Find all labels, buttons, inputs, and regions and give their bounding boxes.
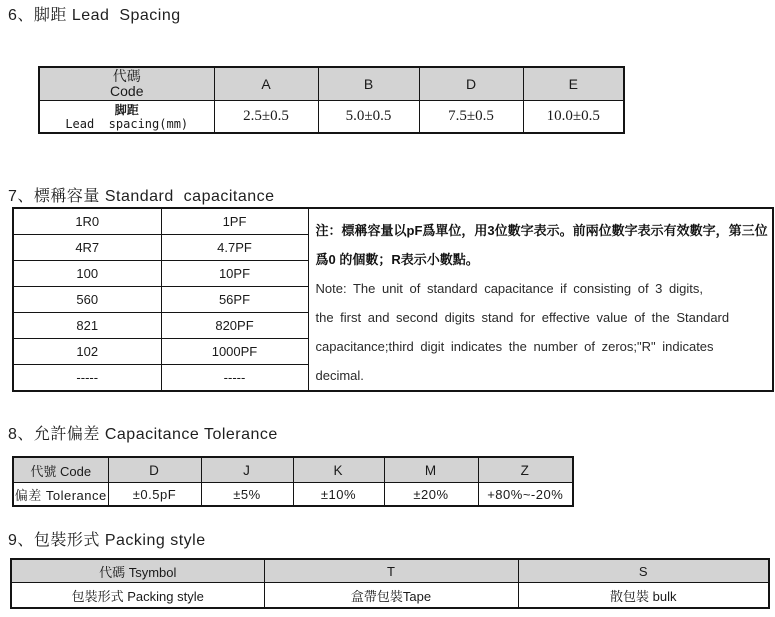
tolerance-code-z: Z	[478, 457, 573, 483]
capacitance-value-cell: 1000PF	[161, 338, 308, 364]
row-label-en: Lead spacing(mm)	[65, 116, 189, 131]
tolerance-value-k: ±10%	[293, 483, 384, 507]
capacitance-value-cell: 10PF	[161, 261, 308, 287]
packing-header-t: T	[264, 559, 518, 583]
lead-spacing-col-e: E	[523, 67, 624, 101]
note-line: 注：標稱容量以pF爲單位，用3位數字表示。前兩位數字表示有效數字，第三位	[315, 223, 768, 238]
packing-row-label: 包裝形式 Packing style	[11, 583, 264, 609]
capacitance-value-cell: 1PF	[161, 208, 308, 235]
lead-spacing-value-a: 2.5±0.5	[214, 101, 318, 134]
lead-spacing-col-d: D	[419, 67, 523, 101]
capacitance-note	[308, 208, 773, 391]
note-line: 爲0 的個數；R表示小數點。	[315, 252, 479, 267]
note-line: Note: The unit of standard capacitance if consisting of 3 digits,	[315, 281, 703, 296]
tolerance-code-m: M	[384, 457, 478, 483]
tolerance-value-m: ±20%	[384, 483, 478, 507]
packing-value-tape: 盒帶包裝Tape	[264, 583, 518, 609]
section-title-standard-capacitance: 7、標稱容量 Standard capacitance	[8, 188, 275, 205]
note-line: decimal.	[315, 368, 364, 383]
packing-value-bulk: 散包裝 bulk	[518, 583, 769, 609]
tolerance-value-z: +80%~-20%	[478, 483, 573, 507]
lead-spacing-value-b: 5.0±0.5	[318, 101, 419, 134]
note-line: capacitance;third digit indicates the number of zeros;"R" indicates	[315, 339, 714, 354]
lead-spacing-col-b: B	[318, 67, 419, 101]
capacitance-code-cell: 560	[13, 286, 161, 312]
standard-capacitance-table	[12, 207, 774, 392]
capacitance-code-cell: -----	[13, 364, 161, 391]
capacitance-value-cell: 820PF	[161, 312, 308, 338]
capacitance-tolerance-table	[12, 456, 574, 507]
lead-spacing-value-e: 10.0±0.5	[523, 101, 624, 134]
lead-spacing-col-a: A	[214, 67, 318, 101]
lead-spacing-table	[38, 66, 625, 134]
capacitance-code-cell: 102	[13, 338, 161, 364]
capacitance-code-cell: 1R0	[13, 208, 161, 235]
header-code-zh: 代碼	[112, 68, 141, 84]
header-code-en: Code	[110, 83, 144, 99]
section-title-lead-spacing: 6、脚距 Lead Spacing	[8, 7, 181, 24]
section-title-capacitance-tolerance: 8、允許偏差 Capacitance Tolerance	[8, 426, 278, 443]
tolerance-code-k: K	[293, 457, 384, 483]
packing-header-s: S	[518, 559, 769, 583]
capacitance-code-cell: 821	[13, 312, 161, 338]
tolerance-header-code: 代號 Code	[13, 457, 108, 483]
capacitance-value-cell: 4.7PF	[161, 235, 308, 261]
section-title-packing-style: 9、包裝形式 Packing style	[8, 532, 206, 549]
tolerance-code-d: D	[108, 457, 201, 483]
tolerance-row-label: 偏差 Tolerance	[13, 483, 108, 507]
capacitance-value-cell: -----	[161, 364, 308, 391]
packing-header-symbol: 代碼 Tsymbol	[11, 559, 264, 583]
tolerance-code-j: J	[201, 457, 293, 483]
capacitance-value-cell: 56PF	[161, 286, 308, 312]
capacitance-code-cell: 100	[13, 261, 161, 287]
lead-spacing-row-label	[39, 101, 214, 134]
lead-spacing-header-code	[39, 67, 214, 101]
tolerance-value-d: ±0.5pF	[108, 483, 201, 507]
lead-spacing-value-d: 7.5±0.5	[419, 101, 523, 134]
row-label-zh: 脚距	[114, 102, 139, 117]
packing-style-table	[10, 558, 770, 609]
note-line: the first and second digits stand for effective value of the Standard	[315, 310, 730, 325]
tolerance-value-j: ±5%	[201, 483, 293, 507]
capacitance-code-cell: 4R7	[13, 235, 161, 261]
